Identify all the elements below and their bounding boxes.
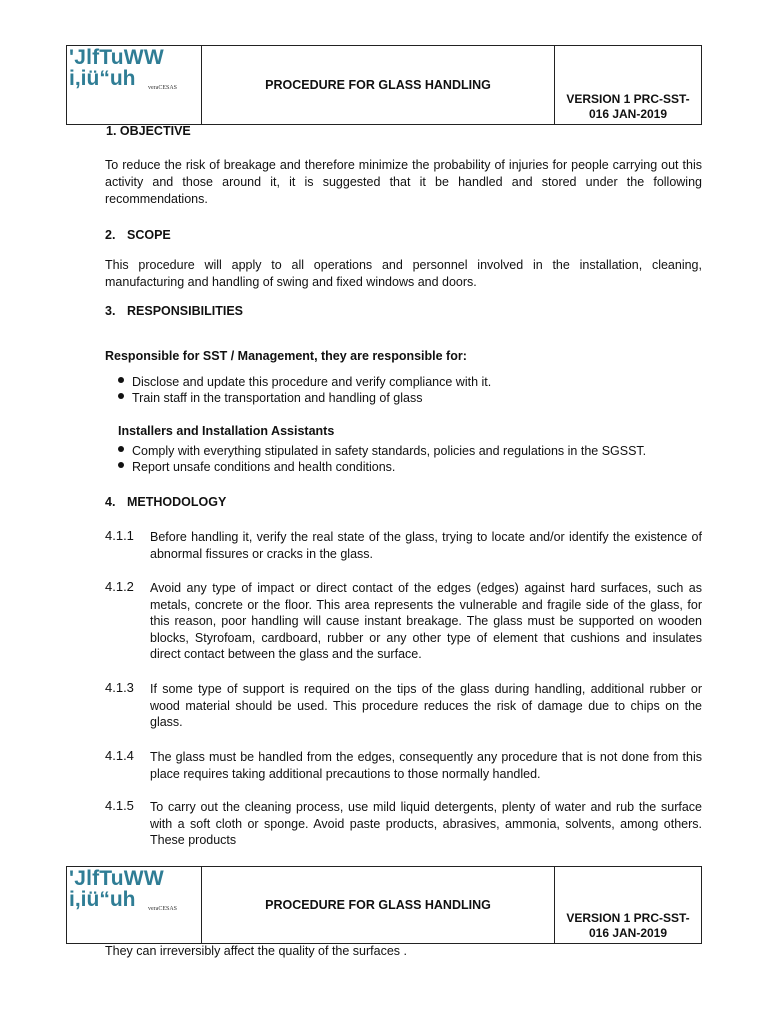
objective-heading: 1. OBJECTIVE: [106, 124, 191, 138]
bullet-icon: [118, 462, 124, 468]
responsibilities-heading: RESPONSIBILITIES: [127, 304, 243, 318]
item-number: 4.1.1: [105, 528, 134, 543]
version-text: VERSION 1 PRC-SST-016 JAN-2019: [566, 911, 690, 940]
company-logo: [67, 46, 202, 124]
responsibilities-sub1: Responsible for SST / Management, they are responsible for:: [105, 349, 467, 363]
list-item: Comply with everything stipulated in safety standards, policies and regulations in the SGSST.: [118, 443, 646, 459]
list-item: Disclose and update this procedure and verify compliance with it.: [118, 374, 491, 390]
methodology-number: 4.: [105, 495, 116, 509]
list-item: Report unsafe conditions and health conditions.: [118, 459, 395, 475]
item-text: If some type of support is required on the tips of the glass during handling, additional rubber or wood material should be used. This procedure reduces the risk of damage due to chips on the glass.: [150, 682, 702, 729]
document-title: PROCEDURE FOR GLASS HANDLING: [265, 78, 491, 92]
bullet-icon: [118, 377, 124, 383]
logo-text-line1: 'JlfTuWW: [69, 867, 164, 890]
objective-text: To reduce the risk of breakage and therefore minimize the probability of injuries for people carrying out this activity and those around it, it is suggested that it be handled and stored under the following recommendations.: [105, 158, 702, 206]
methodology-heading: METHODOLOGY: [127, 495, 227, 509]
scope-text: This procedure will apply to all operations and personnel involved in the installation, cleaning, manufacturing and handling of swing and fixed windows and doors.: [105, 258, 702, 289]
page-header-top: [66, 45, 702, 125]
logo-small-text: veraCESAS: [148, 85, 177, 91]
responsibilities-sub2: Installers and Installation Assistants: [118, 424, 335, 438]
list-item: Train staff in the transportation and handling of glass: [118, 390, 422, 406]
logo-text-line2: i,iü“uh: [69, 888, 136, 911]
page-header-bottom: [66, 866, 702, 944]
logo-text-line1: 'JlfTuWW: [69, 46, 164, 69]
item-number: 4.1.2: [105, 579, 134, 594]
document-version: [554, 867, 701, 943]
item-text: Avoid any type of impact or direct contact of the edges (edges) against hard surfaces, such as metals, concrete or the floor. This area represents the vulnerable and fragile side of the glass, for this reason, poor handling will cause instant breakage. The glass must be supported on wooden blocks, Styrofoam, cardboard, rubber or any other type of element that cushions and insulates direct contact between the glass and the surface.: [150, 581, 702, 661]
item-number: 4.1.4: [105, 748, 134, 763]
logo-small-text: veraCESAS: [148, 906, 177, 912]
continuation-text: They can irreversibly affect the quality of the surfaces .: [105, 944, 407, 958]
logo-text-line2: i,iü“uh: [69, 67, 136, 90]
company-logo: [67, 867, 202, 943]
bullet-icon: [118, 446, 124, 452]
scope-number: 2.: [105, 228, 116, 242]
bullet-icon: [118, 393, 124, 399]
item-text: The glass must be handled from the edges, consequently any procedure that is not done from this place requires taking additional precautions to those normally handled.: [150, 750, 702, 781]
scope-heading: SCOPE: [127, 228, 171, 242]
item-number: 4.1.5: [105, 798, 134, 813]
document-title: PROCEDURE FOR GLASS HANDLING: [265, 898, 491, 912]
item-text: To carry out the cleaning process, use mild liquid detergents, plenty of water and rub the surface with a soft cloth or sponge. Avoid paste products, abrasives, ammonia, solvents, among others. These products: [150, 800, 702, 847]
item-text: Before handling it, verify the real state of the glass, trying to locate and/or identify the existence of abnormal fissures or cracks in the glass.: [150, 530, 702, 561]
version-text: VERSION 1 PRC-SST-016 JAN-2019: [566, 92, 690, 121]
document-version: [554, 46, 701, 124]
responsibilities-number: 3.: [105, 304, 116, 318]
item-number: 4.1.3: [105, 680, 134, 695]
